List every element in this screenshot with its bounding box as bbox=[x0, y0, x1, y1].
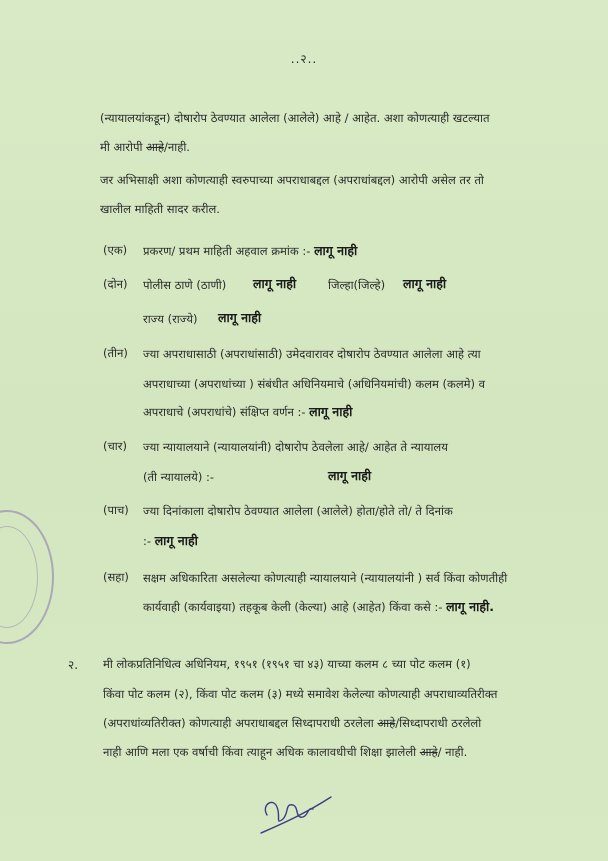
intro-line-2-end: /नाही. bbox=[163, 140, 190, 154]
item-teen-value: लागू नाही bbox=[309, 404, 353, 419]
item-pach-line-2 bbox=[143, 533, 198, 549]
item-label-saha: (सहा) bbox=[103, 570, 129, 584]
item-char-line-2: (ती न्यायालये) :- bbox=[143, 470, 214, 484]
item-don-value1: लागू नाही bbox=[253, 276, 297, 291]
item-pach-line-1: ज्या दिनांकाला दोषारोप ठेवण्यात आलेला (आलेले) होता/होते तो/ ते दिनांक bbox=[143, 504, 453, 518]
item-pach-colon: :- bbox=[143, 534, 152, 548]
item-teen-text: अपराधाचे (अपराधांचे) संक्षिप्त वर्णन :- bbox=[143, 405, 306, 419]
para-2-line-3 bbox=[103, 715, 481, 731]
para-2-line-4-end: / नाही. bbox=[437, 745, 468, 759]
intro-line-1: (न्यायालयांकडून) दोषारोप ठेवण्यात आलेला (आलेले) आहे / आहेत. अशा कोणत्याही खटल्यात bbox=[100, 111, 490, 125]
item-don-text1: पोलीस ठाणे (ठाणी) bbox=[143, 278, 227, 292]
para-2-line-4-text: नाही आणि मला एक वर्षाची किंवा त्याहून अधिक कालावधीची शिक्षा झालेली bbox=[103, 745, 420, 759]
item-don-value2: लागू नाही bbox=[403, 276, 447, 291]
office-stamp bbox=[0, 510, 54, 644]
item-teen-line-3 bbox=[143, 404, 352, 420]
para-2-line-1: मी लोकप्रतिनिधित्व अधिनियम, १९५१ (१९५१ चा ४३) याच्या कलम ८ च्या पोट कलम (१) bbox=[103, 657, 471, 671]
intro-line-4: खालील माहिती सादर करील. bbox=[100, 202, 220, 216]
para-2-line-3-text: (अपराधांव्यतिरीक्त) कोणत्याही अपराधाबद्दल सिध्दापराधी ठरलेला bbox=[103, 716, 378, 730]
item-label-teen: (तीन) bbox=[103, 346, 128, 360]
item-label-char: (चार) bbox=[103, 439, 127, 453]
item-char-line-1: ज्या न्यायालयाने (न्यायालयांनी) दोषारोप ठेवलेला आहे/ आहेत ते न्यायालय bbox=[143, 440, 448, 454]
para-2-line-4 bbox=[103, 744, 467, 760]
item-teen-line-1: ज्या अपराधासाठी (अपराधांसाठी) उमेदवारावर दोषारोप ठेवण्यात आलेला आहे त्या bbox=[143, 347, 481, 361]
item-saha-line-1: सक्षम अधिकारिता असलेल्या कोणत्याही न्यायालयाने (न्यायालयांनी ) सर्व किंवा कोणतीही bbox=[143, 571, 508, 585]
item-ek-value: लागू नाही bbox=[314, 243, 358, 258]
item-don-value3: लागू नाही bbox=[218, 310, 262, 325]
struck-word: आहे bbox=[146, 140, 164, 154]
item-label-pach: (पाच) bbox=[103, 503, 129, 517]
intro-line-2-text: मी आरोपी bbox=[100, 140, 147, 154]
item-ek-text: प्रकरण/ प्रथम माहिती अहवाल क्रमांक :- bbox=[143, 244, 311, 258]
page-number: ..२.. bbox=[290, 52, 318, 66]
item-label-ek: (एक) bbox=[103, 243, 128, 257]
intro-line-2 bbox=[100, 139, 190, 155]
handwritten-signature bbox=[255, 785, 335, 845]
item-teen-line-2: अपराधाच्या (अपराधांच्या ) संबंधीत अधिनियमाचे (अधिनियमांची) कलम (कलमे) व bbox=[143, 377, 486, 391]
intro-line-3: जर अभिसाक्षी अशा कोणत्याही स्वरुपाच्या अपराधाबद्दल (अपराधांबद्दल) आरोपी असेल तर तो bbox=[100, 173, 484, 187]
item-saha-line-2 bbox=[143, 599, 494, 615]
item-saha-text: कार्यवाही (कार्यवाइया) तहकूब केली (केल्या) आहे (आहेत) किंवा कसे :- bbox=[143, 600, 443, 614]
item-don-text3: राज्य (राज्ये) bbox=[143, 312, 198, 326]
para-2-line-2: किंवा पोट कलम (२), किंवा पोट कलम (३) मध्ये समावेश केलेल्या कोणत्याही अपराधाव्यतिरीक्त bbox=[103, 687, 498, 701]
para-2-line-3-end: /सिध्दापराधी ठरलेलो bbox=[395, 716, 482, 730]
item-don-text2: जिल्हा(जिल्हे) bbox=[328, 278, 386, 292]
struck-word: आहे bbox=[419, 745, 438, 759]
struck-word: आहे bbox=[377, 716, 396, 730]
item-label-don: (दोन) bbox=[103, 277, 128, 291]
item-ek-row bbox=[143, 243, 357, 259]
item-char-value: लागू नाही bbox=[328, 468, 372, 483]
item-pach-value: लागू नाही bbox=[154, 533, 198, 548]
para-2-number: २. bbox=[68, 658, 79, 672]
item-saha-value: लागू नाही. bbox=[446, 599, 494, 614]
